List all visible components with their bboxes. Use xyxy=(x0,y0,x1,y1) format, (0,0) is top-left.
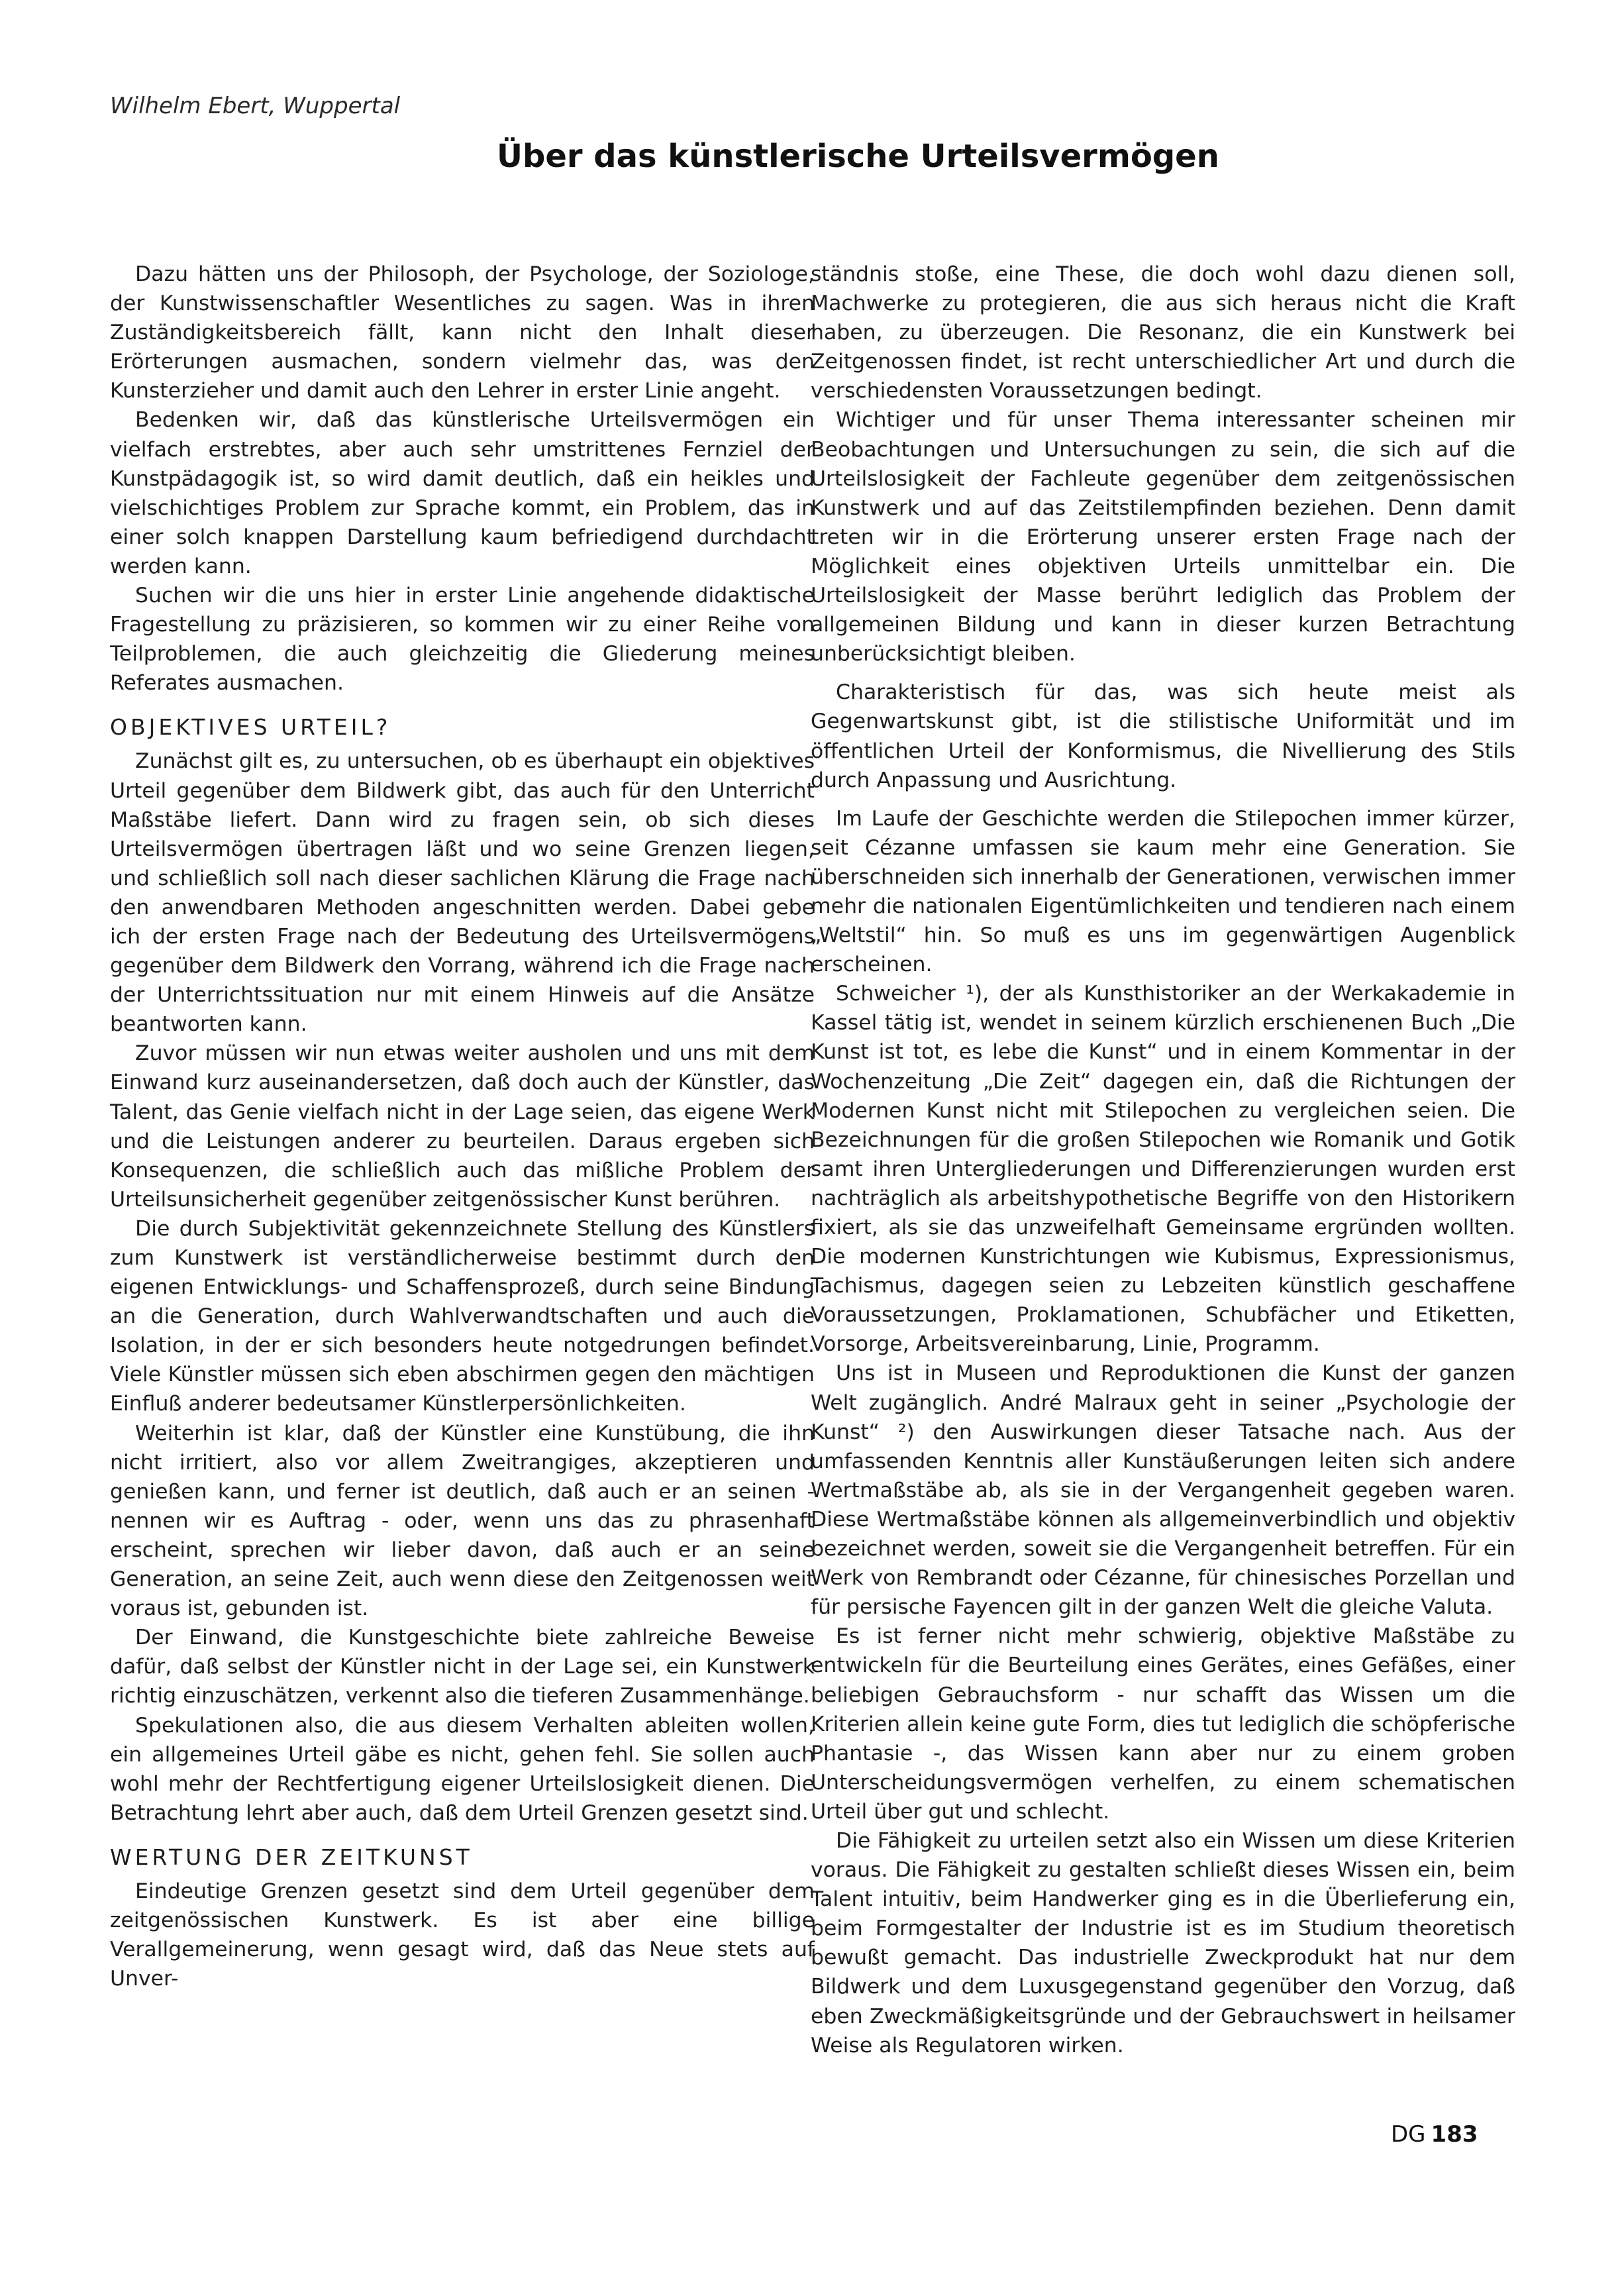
paragraph: Im Laufe der Geschichte werden die Stilepochen immer kürzer, seit Cézanne umfassen sie kaum mehr eine Generation. Sie überschneiden sich innerhalb der Generationen, verwischen immer mehr die nationalen Eigentümlichkeiten und tendieren nach einem „Weltstil“ hin. So muß es uns im gegenwärtigen Augenblick erscheinen. xyxy=(811,806,1515,977)
section-heading-wertung-der-zeitkunst: WERTUNG DER ZEITKUNST xyxy=(110,1844,473,1870)
paragraph: Die Fähigkeit zu urteilen setzt also ein Wissen um diese Kriterien voraus. Die Fähigkeit zu gestalten schließt dieses Wissen ein, beim Talent intuitiv, beim Handwerker ging es in die Überlieferung ein, beim Formgestalter der Industrie ist es im Studium theoretisch bewußt gemacht. Das industrielle Zweckprodukt hat nur dem Bildwerk und dem Luxusgegenstand gegenüber den Vorzug, daß eben Zweckmäßigkeitsgründe und der Gebrauchswert in heilsamer Weise als Regulatoren wirken. xyxy=(811,1828,1515,2058)
paragraph: Uns ist in Museen und Reproduktionen die Kunst der ganzen Welt zugänglich. André Malraux geht in seiner „Psychologie der Kunst“ ²) den Auswirkungen dieser Tatsache nach. Aus der umfassenden Kenntnis aller Kunstäußerungen leiten sich andere Wertmaßstäbe ab, als sie in der Vergangenheit gegeben waren. Diese Wertmaßstäbe können als allgemeinverbindlich und objektiv bezeichnet werden, soweit sie die Vergangenheit betreffen. Für ein Werk von Rembrandt oder Cézanne, für chinesisches Porzellan und für persische Fayencen gilt in der ganzen Welt die gleiche Valuta. xyxy=(811,1361,1515,1620)
paragraph: ständnis stoße, eine These, die doch wohl dazu dienen soll, Machwerke zu protegieren, die aus sich heraus nicht die Kraft haben, zu überzeugen. Die Resonanz, die ein Kunstwerk bei Zeitgenossen findet, ist recht unterschiedlicher Art und durch die verschiedensten Voraussetzungen bedingt. xyxy=(811,262,1515,403)
page-number: 183 xyxy=(1431,2121,1478,2148)
right-column xyxy=(811,260,1515,2060)
paragraph: Schweicher ¹), der als Kunsthistoriker an der Werkakademie in Kassel tätig ist, wendet in seinem kürzlich erschienenen Buch „Die Kunst ist tot, es lebe die Kunst“ und in einem Kommentar in der Wochenzeitung „Die Zeit“ dagegen ein, daß die Richtungen der Modernen Kunst nicht mit Stilepochen zu vergleichen seien. Die Bezeichnungen für die großen Stilepochen wie Romanik und Gotik samt ihren Untergliederungen und Differenzierungen wurden erst nachträglich als arbeitshypothetische Begriffe von den Historikern fixiert, als sie das unzweifelhaft Gemeinsame ergründen wollten. Die modernen Kunstrichtungen wie Kubismus, Expressionismus, Tachismus, dagegen seien zu Lebzeiten künstlich geschaffene Voraussetzungen, Proklamationen, Schubfächer und Etiketten, Vorsorge, Arbeitsvereinbarung, Linie, Programm. xyxy=(811,982,1515,1357)
paragraph: Dazu hätten uns der Philosoph, der Psychologe, der Soziologe, der Kunstwissenschaftler Wesentliches zu sagen. Was in ihren Zuständigkeitsbereich fällt, kann nicht den Inhalt dieser Erörterungen ausmachen, sondern vielmehr das, was den Kunsterzieher und damit auch den Lehrer in erster Linie angeht. xyxy=(110,262,815,403)
paragraph: Es ist ferner nicht mehr schwierig, objektive Maßstäbe zu entwickeln für die Beurteilung eines Gerätes, eines Gefäßes, einer beliebigen Gebrauchsform - nur schafft das Wissen um die Kriterien allein keine gute Form, dies tut lediglich die schöpferische Phantasie -, das Wissen kann aber nur zu einem groben Unterscheidungsvermögen verhelfen, zu einem schematischen Urteil über gut und schlecht. xyxy=(811,1624,1515,1824)
author-line: Wilhelm Ebert, Wuppertal xyxy=(110,93,401,119)
paragraph: Bedenken wir, daß das künstlerische Urteilsvermögen ein vielfach erstrebtes, aber auch sehr umstrittenes Fernziel der Kunstpädagogik ist, so wird damit deutlich, daß ein heikles und vielschichtiges Problem zur Sprache kommt, ein Problem, das in einer solch knappen Darstellung kaum befriedigend durchdacht werden kann. xyxy=(110,408,815,578)
paragraph: Die durch Subjektivität gekennzeichnete Stellung des Künstlers zum Kunstwerk ist verständlicherweise bestimmt durch den eigenen Entwicklungs- und Schaffensprozeß, durch seine Bindung an die Generation, durch Wahlverwandtschaften und auch die Isolation, in der er sich besonders heute notgedrungen befindet. Viele Künstler müssen sich eben abschirmen gegen den mächtigen Einfluß anderer bedeutsamer Künstlerpersönlichkeiten. xyxy=(110,1216,815,1416)
paragraph: Eindeutige Grenzen gesetzt sind dem Urteil gegenüber dem zeitgenössischen Kunstwerk. Es ist aber eine billige Verallgemeinerung, wenn gesagt wird, daß das Neue stets auf Unver- xyxy=(110,1879,815,1991)
paragraph: Charakteristisch für das, was sich heute meist als Gegenwartskunst gibt, ist die stilistische Uniformität und im öffentlichen Urteil der Konformismus, die Nivellierung des Stils durch Anpassung und Ausrichtung. xyxy=(811,680,1515,792)
left-column xyxy=(110,260,815,1993)
paragraph: Spekulationen also, die aus diesem Verhalten ableiten wollen, ein allgemeines Urteil gäbe es nicht, gehen fehl. Sie sollen auch wohl mehr der Rechtfertigung eigener Urteilslosigkeit dienen. Die Betrachtung lehrt aber auch, daß dem Urteil Grenzen gesetzt sind. xyxy=(110,1713,815,1825)
page-footer xyxy=(1391,2121,1478,2148)
paragraph: Der Einwand, die Kunstgeschichte biete zahlreiche Beweise dafür, daß selbst der Künstler nicht in der Lage sei, ein Kunstwerk richtig einzuschätzen, verkennt also die tieferen Zusammenhänge. xyxy=(110,1626,815,1708)
paragraph: Zunächst gilt es, zu untersuchen, ob es überhaupt ein objektives Urteil gegenüber dem Bildwerk gibt, das auch für den Unterricht Maßstäbe liefert. Dann wird zu fragen sein, ob sich dieses Urteilsvermögen übertragen läßt und wo seine Grenzen liegen, und schließlich soll nach dieser sachlichen Klärung die Frage nach den anwendbaren Methoden angeschnitten werden. Dabei gebe ich der ersten Frage nach der Bedeutung des Urteilsvermögens gegenüber dem Bildwerk den Vorrang, während ich die Frage nach der Unterrichtssituation nur mit einem Hinweis auf die Ansätze beantworten kann. xyxy=(110,749,815,1037)
paragraph: Suchen wir die uns hier in erster Linie angehende didaktische Fragestellung zu präzisieren, so kommen wir zu einer Reihe von Teilproblemen, die auch gleichzeitig die Gliederung meines Referates ausmachen. xyxy=(110,584,815,696)
paragraph: Zuvor müssen wir nun etwas weiter ausholen und uns mit dem Einwand kurz auseinandersetzen, daß doch auch der Künstler, das Talent, das Genie vielfach nicht in der Lage seien, das eigene Werk und die Leistungen anderer zu beurteilen. Daraus ergeben sich Konsequenzen, die schließlich auch das mißliche Problem der Urteilsunsicherheit gegenüber zeitgenössischer Kunst berühren. xyxy=(110,1041,815,1212)
paragraph: Weiterhin ist klar, daß der Künstler eine Kunstübung, die ihn nicht irritiert, also vor allem Zweitrangiges, akzeptieren und genießen kann, und ferner ist deutlich, daß auch er an seinen - nennen wir es Auftrag - oder, wenn uns das zu phrasenhaft erscheint, sprechen wir lieber davon, daß auch er an seine Generation, an seine Zeit, auch wenn diese den Zeitgenossen weit voraus ist, gebunden ist. xyxy=(110,1421,815,1621)
article-title: Über das künstlerische Urteilsvermögen xyxy=(497,138,1219,175)
section-heading-objektives-urteil: OBJEKTIVES URTEIL? xyxy=(110,714,391,741)
journal-abbreviation: DG xyxy=(1391,2121,1426,2148)
paragraph: Wichtiger und für unser Thema interessanter scheinen mir Beobachtungen und Untersuchungen zu sein, die sich auf die Urteilslosigkeit der Fachleute gegenüber dem zeitgenössischen Kunstwerk und auf das Zeitstilempfinden beziehen. Denn damit treten wir in die Erörterung unserer ersten Frage nach der Möglichkeit eines objektiven Urteils unmittelbar ein. Die Urteilslosigkeit der Masse berührt lediglich das Problem der allgemeinen Bildung und kann in dieser kurzen Betrachtung unberücksichtigt bleiben. xyxy=(811,408,1515,666)
